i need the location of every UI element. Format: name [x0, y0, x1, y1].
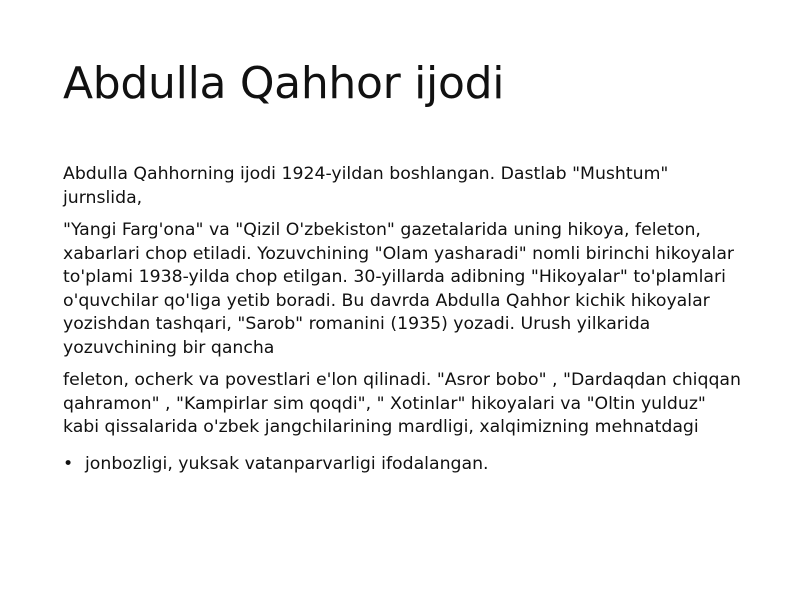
slide-body — [63, 163, 743, 476]
paragraph-2: "Yangi Farg'ona" va "Qizil O'zbekiston" gazetalarida uning hikoya, feleton, xabarlari chop etiladi. Yozuvchining "Olam yasharadi" nomli birinchi hikoyalar to'plami 1938-yilda chop etilgan. 30-yillarda adibning "Hikoyalar" to'plamlari o'quvchilar qo'liga yetib boradi. Bu davrda Abdulla Qahhor kichik hikoyalar yozishdan tashqari, "Sarob" romanini (1935) yozadi. Urush yilkarida yozuvchining bir qancha — [63, 220, 735, 358]
paragraph-3: feleton, ocherk va povestlari e'lon qilinadi. "Asror bobo" , "Dardaqdan chiqqan qahramon" , "Kampirlar sim qoqdi", " Xotinlar" hikoyalari va "Oltin yulduz" kabi qissalarida o'zbek jangchilarining mardligi, xalqimizning mehnatdagi — [63, 370, 741, 437]
slide-title: Abdulla Qahhor ijodi — [63, 58, 505, 109]
paragraph-1: Abdulla Qahhorning ijodi 1924-yildan boshlangan. Dastlab "Mushtum" jurnslida, — [63, 164, 669, 208]
bullet-dot-icon: • — [63, 453, 74, 474]
bullet-item — [63, 453, 743, 477]
bullet-text: jonbozligi, yuksak vatanparvarligi ifodalangan. — [85, 453, 489, 474]
